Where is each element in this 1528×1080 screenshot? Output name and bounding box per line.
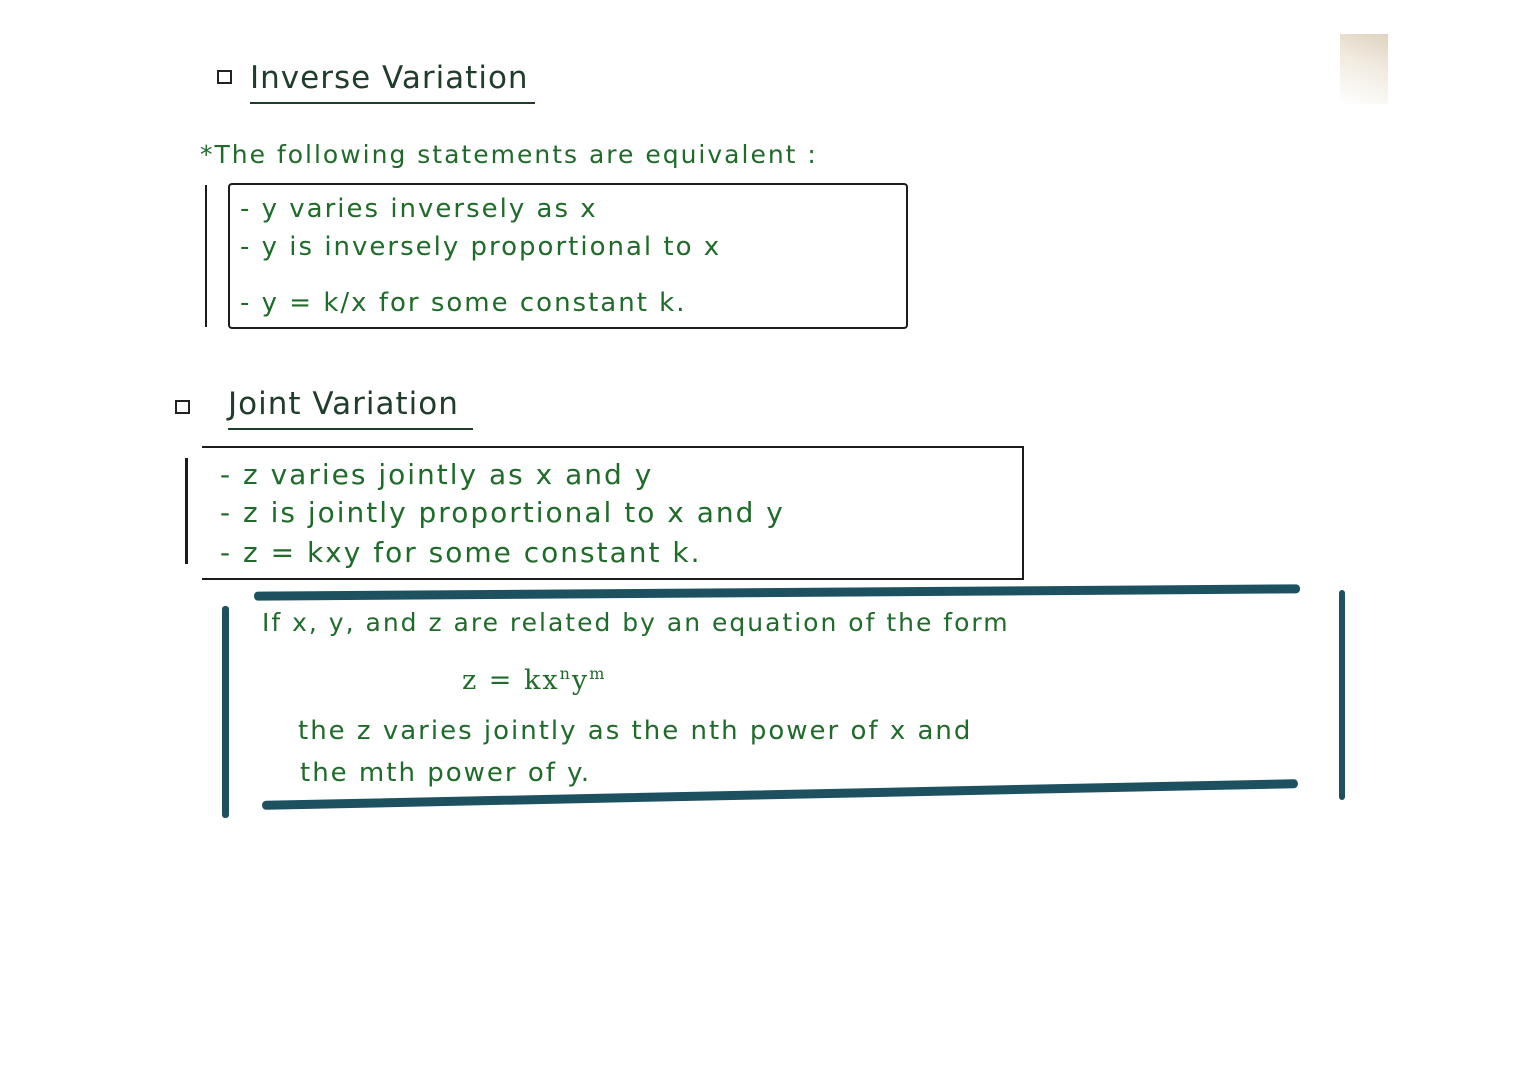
note-line-2: the z varies jointly as the nth power of x and (298, 716, 973, 746)
inverse-item-1: - y varies inversely as x (240, 194, 598, 224)
paper-corner-shadow (1340, 34, 1388, 104)
box-left-bracket (185, 458, 188, 564)
note-line-1: If x, y, and z are related by an equation of the form (262, 608, 1010, 637)
joint-variation-title: Joint Variation (228, 386, 459, 422)
inverse-intro: *The following statements are equivalent : (200, 140, 818, 169)
note-formula (462, 664, 606, 696)
joint-item-2: - z is jointly proportional to x and y (220, 496, 785, 529)
note-box-right-border (1339, 590, 1345, 800)
inverse-variation-heading (250, 60, 529, 96)
note-line-3: the mth power of y. (300, 758, 592, 788)
joint-item-1: - z varies jointly as x and y (220, 458, 654, 491)
joint-variation-heading (228, 386, 459, 422)
heading-underline (228, 428, 473, 430)
note-box-left-border (222, 606, 229, 818)
checkbox-icon (175, 400, 190, 414)
heading-underline (250, 102, 535, 104)
formula-exponent-n: n (559, 664, 572, 683)
box-left-bracket (205, 185, 207, 327)
inverse-item-3: - y = k/x for some constant k. (240, 288, 687, 318)
formula-exponent-m: m (589, 664, 607, 683)
checkbox-icon (217, 70, 232, 84)
joint-item-3: - z = kxy for some constant k. (220, 536, 702, 569)
formula-y: y (571, 665, 590, 696)
inverse-variation-title: Inverse Variation (250, 60, 529, 96)
inverse-item-2: - y is inversely proportional to x (240, 232, 722, 262)
formula-base: z = kx (462, 665, 560, 696)
note-box-top-border (254, 584, 1300, 600)
